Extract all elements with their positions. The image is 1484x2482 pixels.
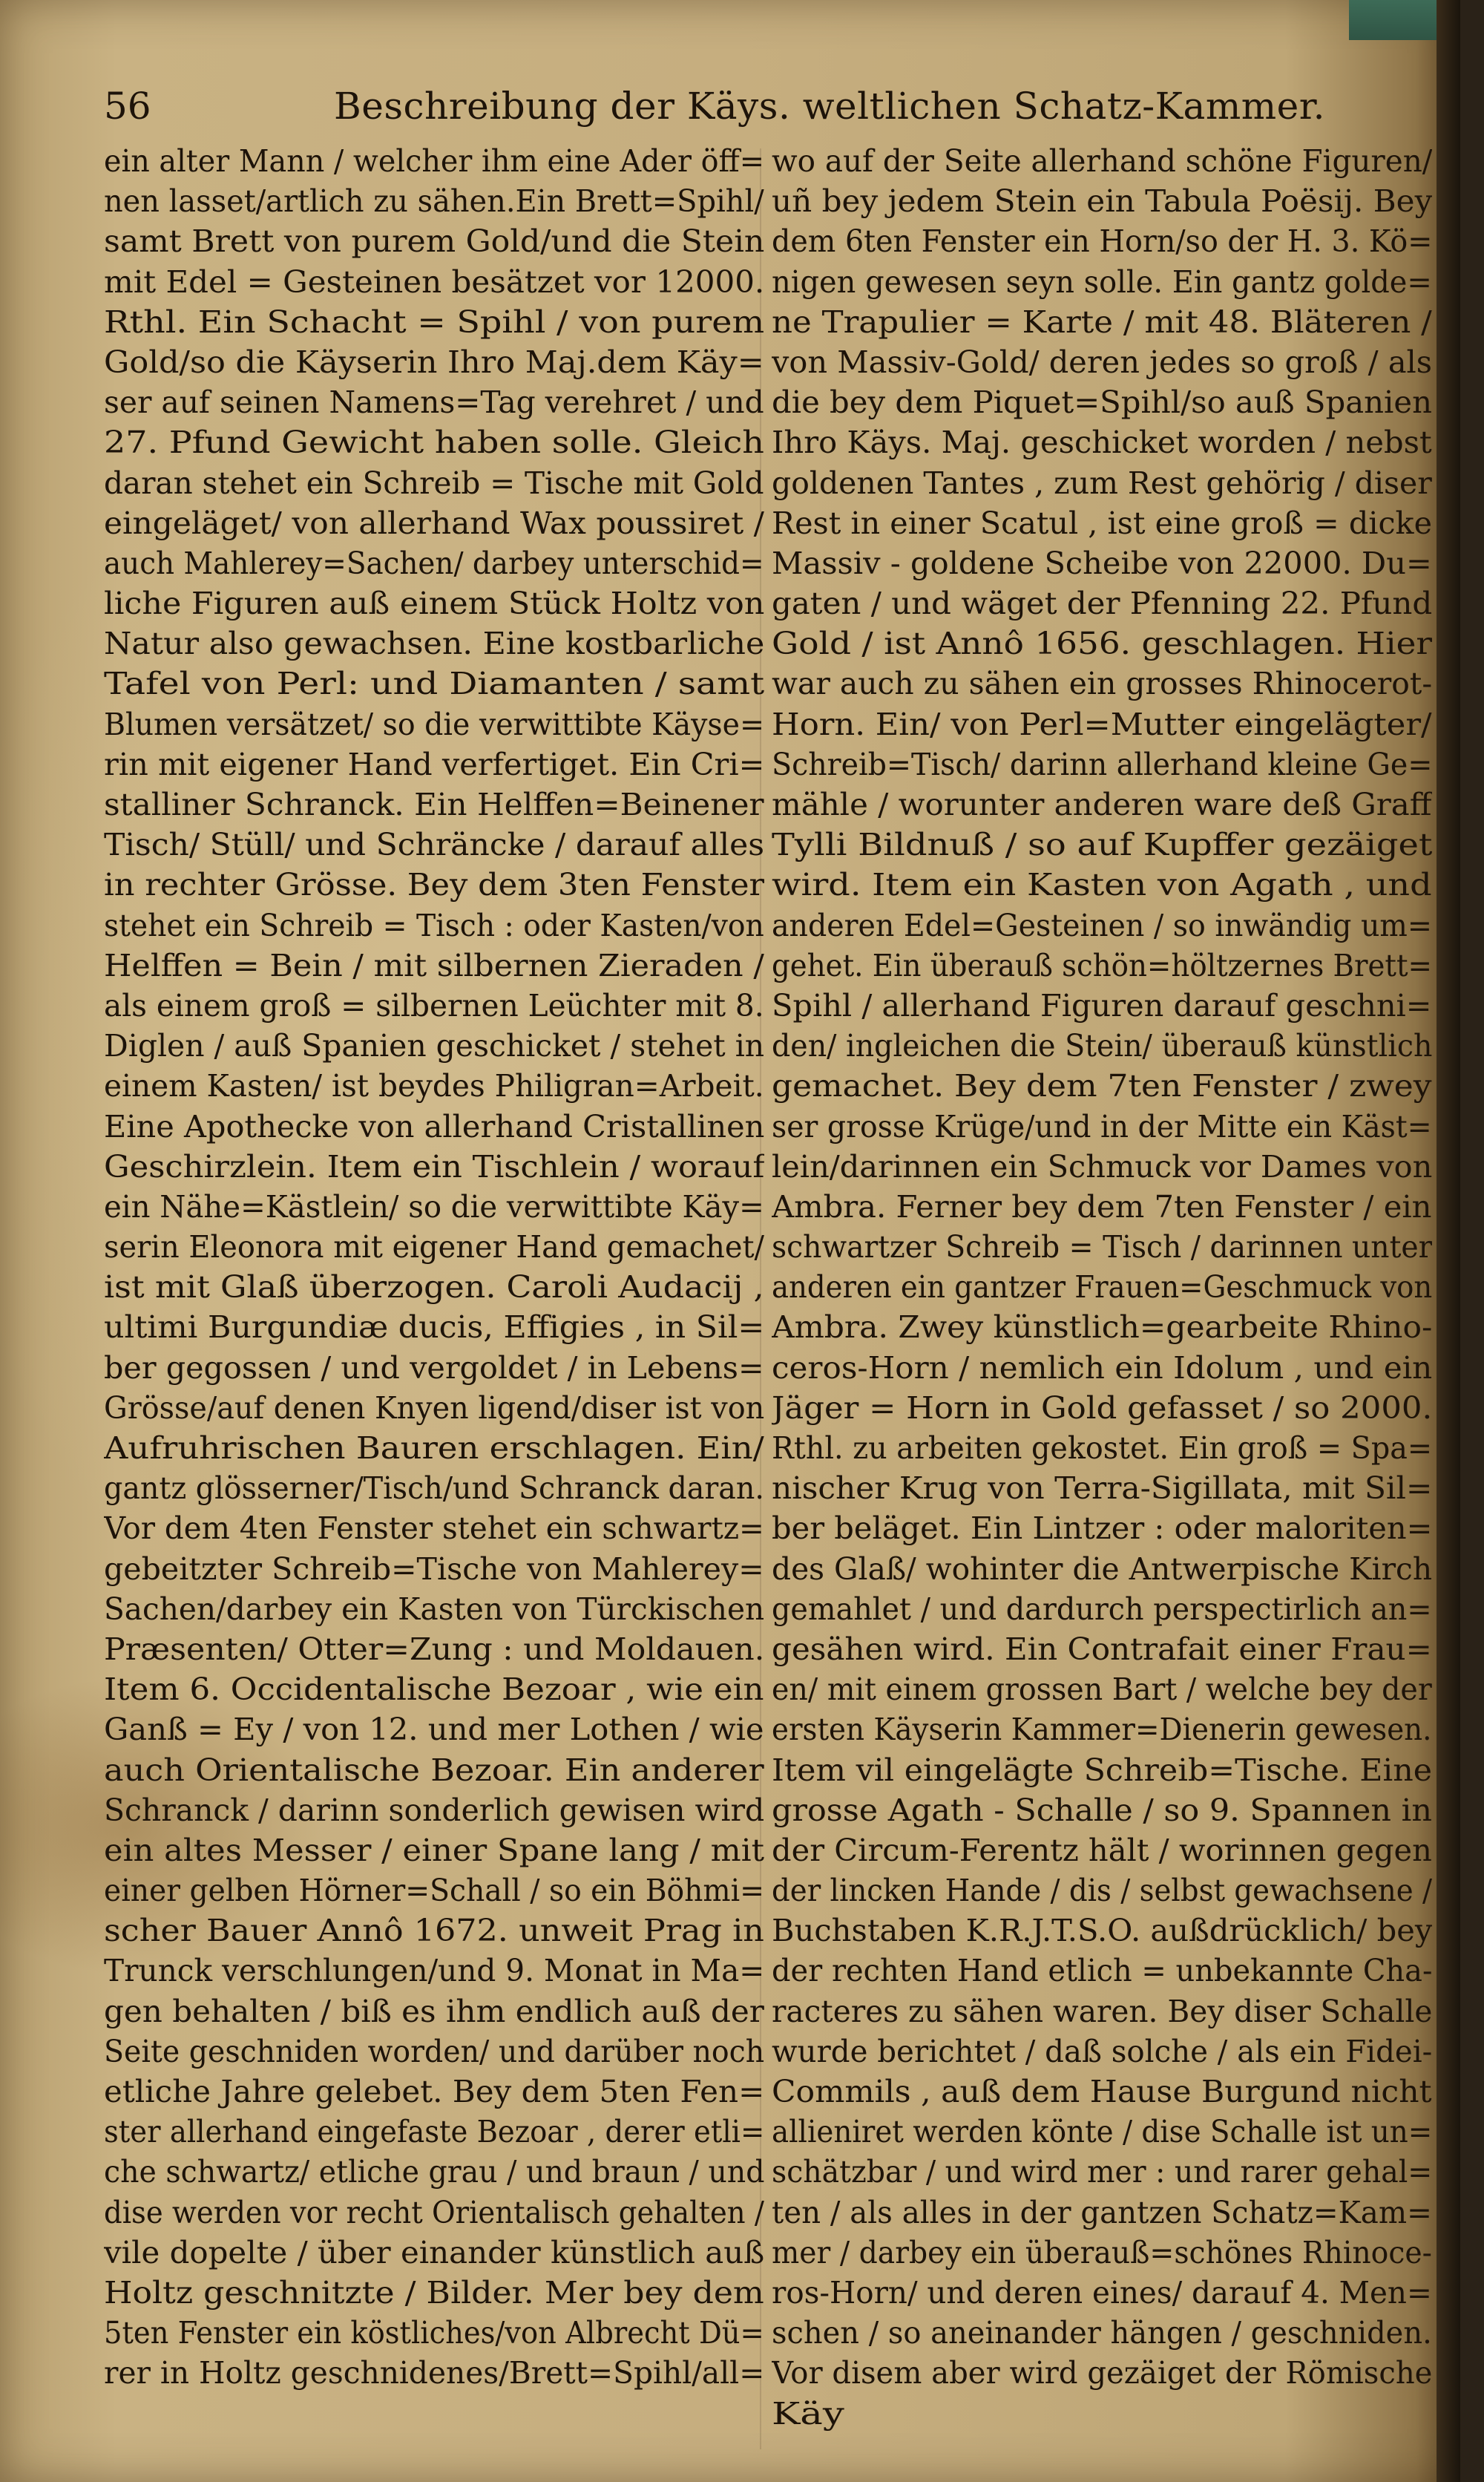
text-line: Eine Apothecke von allerhand Cristallinen: [104, 1108, 764, 1145]
page-header: [104, 80, 1425, 132]
text-line: Rthl. Ein Schacht = Spihl / von purem: [104, 304, 764, 340]
text-line: war auch zu sähen ein grosses Rhinocerot-: [772, 666, 1432, 702]
text-line: anderen Edel=Gesteinen / so inwändig um=: [772, 907, 1432, 943]
text-line: stehet ein Schreib = Tisch : oder Kasten/von: [104, 907, 764, 943]
page-number: 56: [104, 85, 151, 128]
text-line: lein/darinnen ein Schmuck vor Dames von: [772, 1148, 1432, 1185]
text-line: uñ bey jedem Stein ein Tabula Poësij. Bey: [772, 183, 1432, 220]
text-line: samt Brett von purem Gold/und die Stein: [104, 223, 764, 260]
text-line: ersten Käyserin Kammer=Dienerin gewesen.: [772, 1712, 1432, 1748]
text-line: Horn. Ein/ von Perl=Mutter eingelägter/: [772, 706, 1432, 742]
text-line: ultimi Burgundiæ ducis, Effigies , in Sil=: [104, 1309, 764, 1346]
text-line: ser grosse Krüge/und in der Mitte ein Käst=: [772, 1108, 1432, 1145]
text-line: Massiv - goldene Scheibe von 22000. Du=: [772, 545, 1432, 581]
text-line: 5ten Fenster ein köstliches/von Albrecht Dü=: [104, 2315, 764, 2351]
text-line: auch Mahlerey=Sachen/ darbey unterschid=: [104, 545, 764, 581]
text-line: einem Kasten/ ist beydes Philigran=Arbeit.: [104, 1068, 764, 1104]
text-line: Tisch/ Stüll/ und Schräncke / darauf alles: [104, 827, 764, 863]
text-line: Seite geschniden worden/ und darüber noch: [104, 2033, 764, 2069]
text-line: Ganß = Ey / von 12. und mer Lothen / wie: [104, 1712, 764, 1748]
text-line: der lincken Hande / dis / selbst gewachsene /: [772, 1873, 1432, 1909]
text-line: en/ mit einem grossen Bart / welche bey der: [772, 1671, 1432, 1708]
text-line: schen / so aneinander hängen / geschniden.: [772, 2315, 1432, 2351]
text-line: Spihl / allerhand Figuren darauf geschni=: [772, 987, 1432, 1024]
text-line: wo auf der Seite allerhand schöne Figuren/: [772, 143, 1432, 179]
text-line: liche Figuren auß einem Stück Holtz von: [104, 586, 764, 622]
text-line: auch Orientalische Bezoar. Ein anderer: [104, 1752, 764, 1788]
text-line: serin Eleonora mit eigener Hand gemachet/: [104, 1229, 764, 1265]
text-line: Ambra. Ferner bey dem 7ten Fenster / ein: [772, 1188, 1432, 1225]
text-line: mer / darbey ein überauß=schönes Rhinoce-: [772, 2234, 1432, 2270]
text-line: nischer Krug von Terra-Sigillata, mit Sil=: [772, 1470, 1432, 1507]
text-line: wurde berichtet / daß solche / als ein Fidei-: [772, 2033, 1432, 2069]
text-line: Tylli Bildnuß / so auf Kupffer gezäiget: [772, 827, 1432, 863]
text-line: schwartzer Schreib = Tisch / darinnen unter: [772, 1229, 1432, 1265]
text-line: Præsenten/ Otter=Zung : und Moldauen.: [104, 1631, 764, 1667]
text-line: Item 6. Occidentalische Bezoar , wie ein: [104, 1671, 764, 1708]
text-line: gen behalten / biß es ihm endlich auß der: [104, 1993, 764, 2029]
text-line: Commils , auß dem Hause Burgund nicht: [772, 2074, 1432, 2109]
text-line: Gold/so die Käyserin Ihro Maj.dem Käy=: [104, 344, 764, 380]
text-line: ein alter Mann / welcher ihm eine Ader öff=: [104, 143, 764, 179]
text-line: einer gelben Hörner=Schall / so ein Böhmi=: [104, 1873, 764, 1909]
text-line: ein altes Messer / einer Spane lang / mit: [104, 1832, 764, 1868]
text-line: Vor disem aber wird gezäiget der Römische: [772, 2355, 1432, 2391]
text-line: Rthl. zu arbeiten gekostet. Ein groß = Spa=: [772, 1430, 1432, 1466]
text-line: als einem groß = silbernen Leüchter mit 8.: [104, 987, 764, 1024]
text-line: scher Bauer Annô 1672. unweit Prag in: [104, 1913, 764, 1949]
text-line: rer in Holtz geschnidenes/Brett=Spihl/all=: [104, 2355, 764, 2391]
text-line: ber gegossen / und vergoldet / in Lebens=: [104, 1349, 764, 1386]
text-line: gemahlet / und dardurch perspectirlich an=: [772, 1591, 1432, 1627]
text-line: den/ ingleichen die Stein/ überauß künstlich: [772, 1028, 1432, 1064]
text-line: goldenen Tantes , zum Rest gehörig / diser: [772, 465, 1432, 501]
text-line: des Glaß/ wohinter die Antwerpische Kirch: [772, 1551, 1432, 1587]
text-line: 27. Pfund Gewicht haben solle. Gleich: [104, 425, 764, 461]
text-line: der Circum-Ferentz hält / worinnen gegen: [772, 1832, 1432, 1868]
text-line: dise werden vor recht Orientalisch gehalten /: [104, 2194, 764, 2230]
text-line: Diglen / auß Spanien geschicket / stehet in: [104, 1028, 764, 1064]
text-line: ber beläget. Ein Lintzer : oder maloriten=: [772, 1510, 1432, 1547]
text-line: etliche Jahre gelebet. Bey dem 5ten Fen=: [104, 2074, 764, 2109]
right-text-column: [772, 141, 1432, 2464]
text-line: rin mit eigener Hand verfertiget. Ein Cri=: [104, 746, 764, 782]
text-line: nen lasset/artlich zu sähen.Ein Brett=Spihl/: [104, 183, 764, 220]
text-line: Aufruhrischen Bauren erschlagen. Ein/: [104, 1430, 764, 1466]
text-line: stalliner Schranck. Ein Helffen=Beinener: [104, 787, 764, 822]
text-line: gantz glösserner/Tisch/und Schranck daran.: [104, 1470, 764, 1507]
text-line: Item vil eingelägte Schreib=Tische. Eine: [772, 1752, 1432, 1788]
text-line: che schwartz/ etliche grau / und braun / und: [104, 2154, 764, 2190]
text-line: gesähen wird. Ein Contrafait einer Frau=: [772, 1631, 1432, 1667]
text-line: Blumen versätzet/ so die verwittibte Käyse=: [104, 706, 764, 742]
text-line: ten / als alles in der gantzen Schatz=Kam=: [772, 2194, 1432, 2230]
text-line: gehet. Ein überauß schön=höltzernes Brett=: [772, 947, 1432, 983]
text-line: ster allerhand eingefaste Bezoar , derer etli=: [104, 2114, 764, 2150]
text-line: die bey dem Piquet=Spihl/so auß Spanien: [772, 384, 1432, 421]
text-line: ceros-Horn / nemlich ein Idolum , und ein: [772, 1349, 1432, 1386]
text-line: anderen ein gantzer Frauen=Geschmuck von: [772, 1269, 1432, 1306]
text-line: gebeitzter Schreib=Tische von Mahlerey=: [104, 1551, 764, 1587]
text-line: racteres zu sähen waren. Bey diser Schalle: [772, 1993, 1432, 2029]
book-spine: [1437, 0, 1460, 2482]
text-line: grosse Agath - Schalle / so 9. Spannen in: [772, 1792, 1432, 1828]
text-line: Gold / ist Annô 1656. geschlagen. Hier: [772, 626, 1432, 662]
text-line: in rechter Grösse. Bey dem 3ten Fenster: [104, 867, 764, 903]
text-line: gaten / und wäget der Pfenning 22. Pfund: [772, 586, 1432, 622]
text-line: nigen gewesen seyn solle. Ein gantz golde=: [772, 263, 1432, 300]
text-line: eingeläget/ von allerhand Wax poussiret /: [104, 505, 764, 541]
text-line: daran stehet ein Schreib = Tische mit Gold: [104, 465, 764, 501]
running-title: Beschreibung der Käys. weltlichen Schatz-Kammer.: [334, 85, 1326, 128]
text-line: allieniret werden könte / dise Schalle ist un=: [772, 2114, 1432, 2150]
text-line: Käy: [772, 2395, 844, 2432]
text-line: Ihro Käys. Maj. geschicket worden / nebst: [772, 425, 1432, 461]
text-line: ne Trapulier = Karte / mit 48. Bläteren /: [772, 304, 1432, 340]
text-line: mit Edel = Gesteinen besätzet vor 12000.: [104, 263, 764, 300]
text-line: wird. Item ein Kasten von Agath , und: [772, 867, 1432, 903]
text-line: Vor dem 4ten Fenster stehet ein schwartz=: [104, 1510, 764, 1547]
text-line: Geschirzlein. Item ein Tischlein / worauf: [104, 1148, 764, 1185]
text-line: gemachet. Bey dem 7ten Fenster / zwey: [772, 1068, 1432, 1104]
left-text-column: [104, 141, 764, 2464]
text-line: Schranck / darinn sonderlich gewisen wird: [104, 1792, 764, 1828]
text-line: Ambra. Zwey künstlich=gearbeite Rhino-: [772, 1309, 1432, 1346]
text-line: ist mit Glaß überzogen. Caroli Audacij ,: [104, 1269, 764, 1306]
text-line: Jäger = Horn in Gold gefasset / so 2000.: [772, 1389, 1432, 1426]
text-line: Rest in einer Scatul , ist eine groß = dicke: [772, 505, 1432, 541]
text-line: ein Nähe=Kästlein/ so die verwittibte Käy=: [104, 1188, 764, 1225]
text-line: Buchstaben K.R.J.T.S.O. außdrücklich/ bey: [772, 1913, 1432, 1949]
text-line: von Massiv-Gold/ deren jedes so groß / als: [772, 344, 1432, 380]
text-line: ros-Horn/ und deren eines/ darauf 4. Men=: [772, 2274, 1432, 2311]
text-line: vile dopelte / über einander künstlich auß: [104, 2234, 764, 2270]
text-line: Holtz geschnitzte / Bilder. Mer bey dem: [104, 2274, 764, 2311]
text-line: Natur also gewachsen. Eine kostbarliche: [104, 626, 764, 662]
text-line: Trunck verschlungen/und 9. Monat in Ma=: [104, 1953, 764, 1989]
text-line: Sachen/darbey ein Kasten von Türckischen: [104, 1591, 764, 1627]
text-line: mähle / worunter anderen ware deß Graff: [772, 787, 1432, 822]
text-line: schätzbar / und wird mer : und rarer gehal=: [772, 2154, 1432, 2190]
text-line: der rechten Hand etlich = unbekannte Cha-: [772, 1953, 1432, 1989]
text-line: Schreib=Tisch/ darinn allerhand kleine Ge=: [772, 746, 1432, 782]
text-line: Helffen = Bein / mit silbernen Zieraden /: [104, 947, 764, 983]
text-line: ser auf seinen Namens=Tag verehret / und: [104, 384, 764, 421]
text-line: dem 6ten Fenster ein Horn/so der H. 3. Kö=: [772, 223, 1432, 260]
text-line: Tafel von Perl: und Diamanten / samt: [104, 666, 764, 702]
text-line: Grösse/auf denen Knyen ligend/diser ist von: [104, 1389, 764, 1426]
